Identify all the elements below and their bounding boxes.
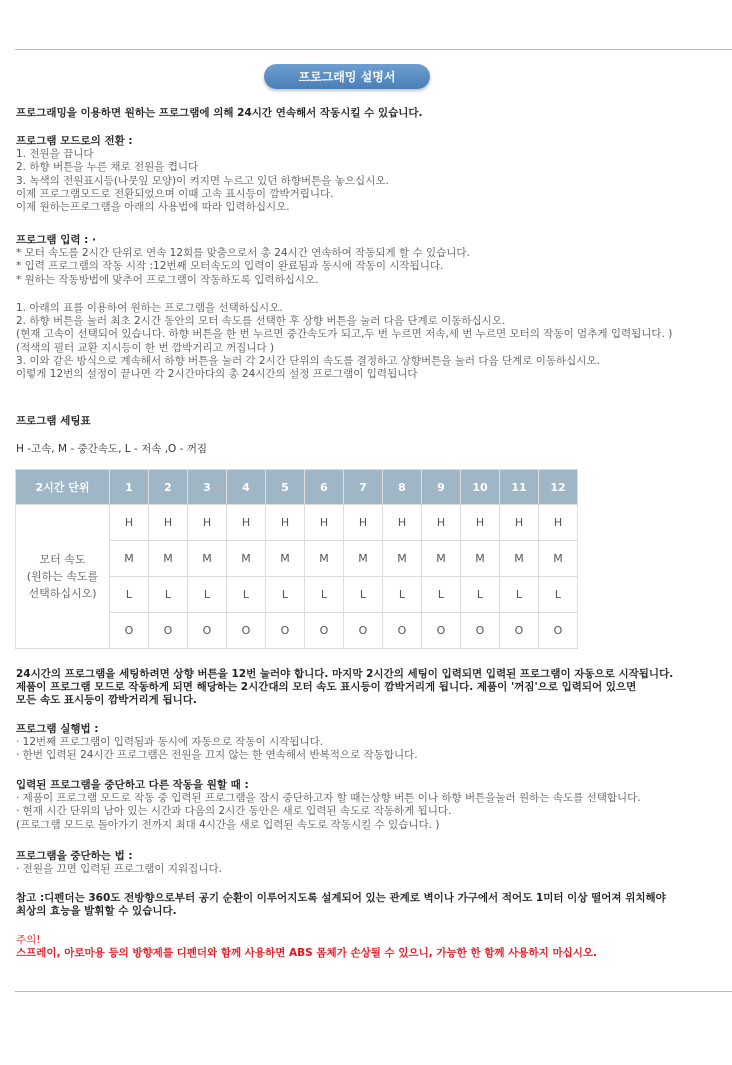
- speed-cell: M: [149, 541, 188, 577]
- mode-switch-line: 1. 전원을 끕니다: [16, 148, 94, 161]
- speed-cell: H: [461, 505, 500, 541]
- speed-cell: L: [227, 577, 266, 613]
- table-header-row: [16, 470, 578, 505]
- motor-speed-label: [16, 505, 110, 649]
- program-setting-table: [15, 469, 578, 649]
- program-input-heading: 프로그램 입력 : ·: [16, 234, 97, 246]
- execution-section: [16, 723, 716, 763]
- top-divider: [15, 49, 732, 50]
- header-col: 8: [383, 470, 422, 505]
- speed-cell: M: [305, 541, 344, 577]
- step-line: 2. 하향 버튼을 눌러 최초 2시간 동안의 모터 속도를 선택한 후 상향 버튼을 눌러 다음 단계로 이동하십시오.: [16, 315, 506, 328]
- speed-cell: M: [422, 541, 461, 577]
- speed-cell: O: [149, 613, 188, 649]
- page-title: 프로그래밍 설명서: [264, 64, 430, 89]
- program-input-line: * 입력 프로그램의 작동 시작 :12번째 모터속도의 입력이 완료됨과 동시에 작동이 시작됩니다.: [16, 260, 444, 273]
- speed-legend: H -고속, M - 중간속도, L - 저속 ,O - 꺼짐: [16, 443, 208, 455]
- speed-cell: L: [539, 577, 578, 613]
- speed-cell: O: [188, 613, 227, 649]
- stop-section: [16, 850, 716, 876]
- header-col: 5: [266, 470, 305, 505]
- speed-cell: M: [188, 541, 227, 577]
- speed-cell: L: [149, 577, 188, 613]
- speed-cell: O: [305, 613, 344, 649]
- header-col: 4: [227, 470, 266, 505]
- after-table-line: 제품이 프로그램 모드로 작동하게 되면 해당하는 2시간대의 모터 속도 표시등이 깜박거리게 됩니다. 제품이 '꺼짐'으로 입력되어 있으면: [16, 681, 637, 694]
- speed-cell: O: [344, 613, 383, 649]
- stop-heading: 프로그램을 중단하는 법 :: [16, 850, 133, 862]
- program-input-line: * 원하는 작동방법에 맞추어 프로그램이 작동하도록 입력하십시오.: [16, 273, 319, 286]
- interrupt-line: (프로그램 모드로 돌아가기 전까지 최대 4시간을 새로 입력된 속도로 작동시킬 수 있습니다. ): [16, 818, 440, 831]
- speed-cell: L: [188, 577, 227, 613]
- speed-cell: H: [344, 505, 383, 541]
- speed-cell: O: [266, 613, 305, 649]
- warning-heading: 주의!: [16, 934, 41, 946]
- speed-cell: M: [110, 541, 149, 577]
- header-col: 10: [461, 470, 500, 505]
- warning-text: 스프레이, 아로마용 등의 방향제를 디펜더와 함께 사용하면 ABS 몸체가 손상될 수 있으니, 가능한 한 함께 사용하지 마십시오.: [16, 947, 598, 960]
- step-line: (적색의 필터 교환 지시등이 한 번 깜박거리고 꺼집니다 ): [16, 341, 275, 354]
- mode-switch-line: 이제 원하는프로그램을 아래의 사용법에 따라 입력하십시오.: [16, 200, 290, 213]
- speed-cell: H: [383, 505, 422, 541]
- note-line: 참고 :디펜더는 360도 전방향으로부터 공기 순환이 이루어지도록 설계되어 있는 관계로 벽이나 가구에서 적어도 1미터 이상 떨어져 위치해야: [16, 892, 666, 904]
- speed-cell: H: [227, 505, 266, 541]
- program-input-section: [16, 234, 716, 287]
- motor-speed-label-line: 모터 속도: [39, 553, 86, 566]
- speed-cell: H: [422, 505, 461, 541]
- warning-section: [16, 934, 716, 960]
- mode-switch-line: 2. 하향 버튼을 누른 채로 전원을 켭니다: [16, 161, 199, 174]
- speed-cell: O: [500, 613, 539, 649]
- speed-cell: H: [500, 505, 539, 541]
- speed-cell: L: [461, 577, 500, 613]
- header-col: 2: [149, 470, 188, 505]
- speed-cell: O: [110, 613, 149, 649]
- header-col: 9: [422, 470, 461, 505]
- speed-cell: L: [305, 577, 344, 613]
- speed-cell: M: [383, 541, 422, 577]
- speed-cell: M: [461, 541, 500, 577]
- after-table-line: 모든 속도 표시등이 깜박거리게 됩니다.: [16, 694, 197, 707]
- speed-cell: H: [539, 505, 578, 541]
- note-line: 최상의 효능을 발휘할 수 있습니다.: [16, 905, 177, 918]
- table-heading: 프로그램 세팅표: [16, 415, 91, 427]
- header-col: 7: [344, 470, 383, 505]
- header-col: 12: [539, 470, 578, 505]
- interrupt-line: · 제품이 프로그램 모드로 작동 중 입력된 프로그램을 잠시 중단하고자 할 때는상향 버튼 이나 하향 버튼을눌러 원하는 속도를 선택합니다.: [16, 792, 641, 805]
- speed-cell: H: [110, 505, 149, 541]
- header-time-unit: 2시간 단위: [16, 470, 110, 505]
- speed-cell: O: [461, 613, 500, 649]
- speed-cell: M: [266, 541, 305, 577]
- intro-text: 프로그래밍을 이용하면 원하는 프로그램에 의해 24시간 연속해서 작동시킬 수 있습니다.: [16, 107, 423, 119]
- after-table-line: 24시간의 프로그램을 세팅하려면 상향 버튼을 12번 눌러야 합니다. 마지막 2시간의 세팅이 입력되면 입력된 프로그램이 자동으로 시작됩니다.: [16, 668, 674, 680]
- steps-section: [16, 302, 716, 381]
- speed-cell: O: [383, 613, 422, 649]
- speed-cell: L: [266, 577, 305, 613]
- mode-switch-heading: 프로그램 모드로의 전환 :: [16, 135, 133, 147]
- step-line: (현재 고속이 선택되어 있습니다. 하향 버튼을 한 번 누르면 중간속도가 되고,두 번 누르면 저속,세 번 누르면 모터의 작동이 멈추게 입력됩니다. ): [16, 328, 673, 341]
- header-col: 6: [305, 470, 344, 505]
- execution-line: · 12번째 프로그램이 입력됨과 동시에 자동으로 작동이 시작됩니다.: [16, 736, 324, 749]
- speed-cell: L: [422, 577, 461, 613]
- table-row: [16, 505, 578, 541]
- speed-cell: M: [344, 541, 383, 577]
- speed-cell: L: [500, 577, 539, 613]
- speed-cell: O: [539, 613, 578, 649]
- speed-cell: H: [188, 505, 227, 541]
- execution-line: · 한번 입력된 24시간 프로그램은 전원을 끄지 않는 한 연속해서 반복적으로 작동합니다.: [16, 749, 418, 762]
- mode-switch-line: 3. 녹색의 전원표시등(나뭇잎 모양)이 켜지면 누르고 있던 하향버튼을 놓으십시오.: [16, 174, 389, 187]
- stop-line: · 전원을 끄면 입력된 프로그램이 지워집니다.: [16, 863, 222, 876]
- step-line: 이렇게 12번의 설정이 끝나면 각 2시간마다의 총 24시간의 설정 프로그램이 입력됩니다: [16, 367, 418, 380]
- motor-speed-label-line: 선택하십시오): [28, 587, 97, 600]
- header-col: 1: [110, 470, 149, 505]
- interrupt-heading: 입력된 프로그램을 중단하고 다른 작동을 원할 때 :: [16, 779, 249, 791]
- mode-switch-section: [16, 135, 716, 214]
- header-col: 11: [500, 470, 539, 505]
- speed-cell: L: [110, 577, 149, 613]
- step-line: 1. 아래의 표를 이용하여 원하는 프로그램을 선택하십시오.: [16, 302, 283, 314]
- mode-switch-line: 이제 프로그램모드로 전환되었으며 이때 고속 표시등이 깜박거립니다.: [16, 187, 334, 200]
- interrupt-section: [16, 779, 716, 832]
- speed-cell: H: [149, 505, 188, 541]
- header-col: 3: [188, 470, 227, 505]
- speed-cell: L: [344, 577, 383, 613]
- motor-speed-label-line: (원하는 속도를: [26, 570, 99, 583]
- program-input-line: * 모터 속도를 2시간 단위로 연속 12회를 맞춤으로서 총 24시간 연속하여 작동되게 할 수 있습니다.: [16, 247, 470, 260]
- speed-cell: L: [383, 577, 422, 613]
- after-table-section: [16, 668, 716, 708]
- speed-cell: O: [422, 613, 461, 649]
- speed-cell: M: [539, 541, 578, 577]
- note-section: [16, 892, 716, 918]
- speed-cell: M: [227, 541, 266, 577]
- speed-cell: O: [227, 613, 266, 649]
- speed-cell: H: [266, 505, 305, 541]
- speed-cell: H: [305, 505, 344, 541]
- bottom-divider: [15, 991, 732, 992]
- step-line: 3. 이와 같은 방식으로 계속해서 하향 버튼을 눌러 각 2시간 단위의 속도를 결정하고 상향버튼을 눌러 다음 단계로 이동하십시오.: [16, 354, 600, 367]
- execution-heading: 프로그램 실행법 :: [16, 723, 99, 735]
- interrupt-line: · 현재 시간 단위의 남아 있는 시간과 다음의 2시간 동안은 새로 입력된 속도로 작동하게 됩니다.: [16, 805, 452, 818]
- speed-cell: M: [500, 541, 539, 577]
